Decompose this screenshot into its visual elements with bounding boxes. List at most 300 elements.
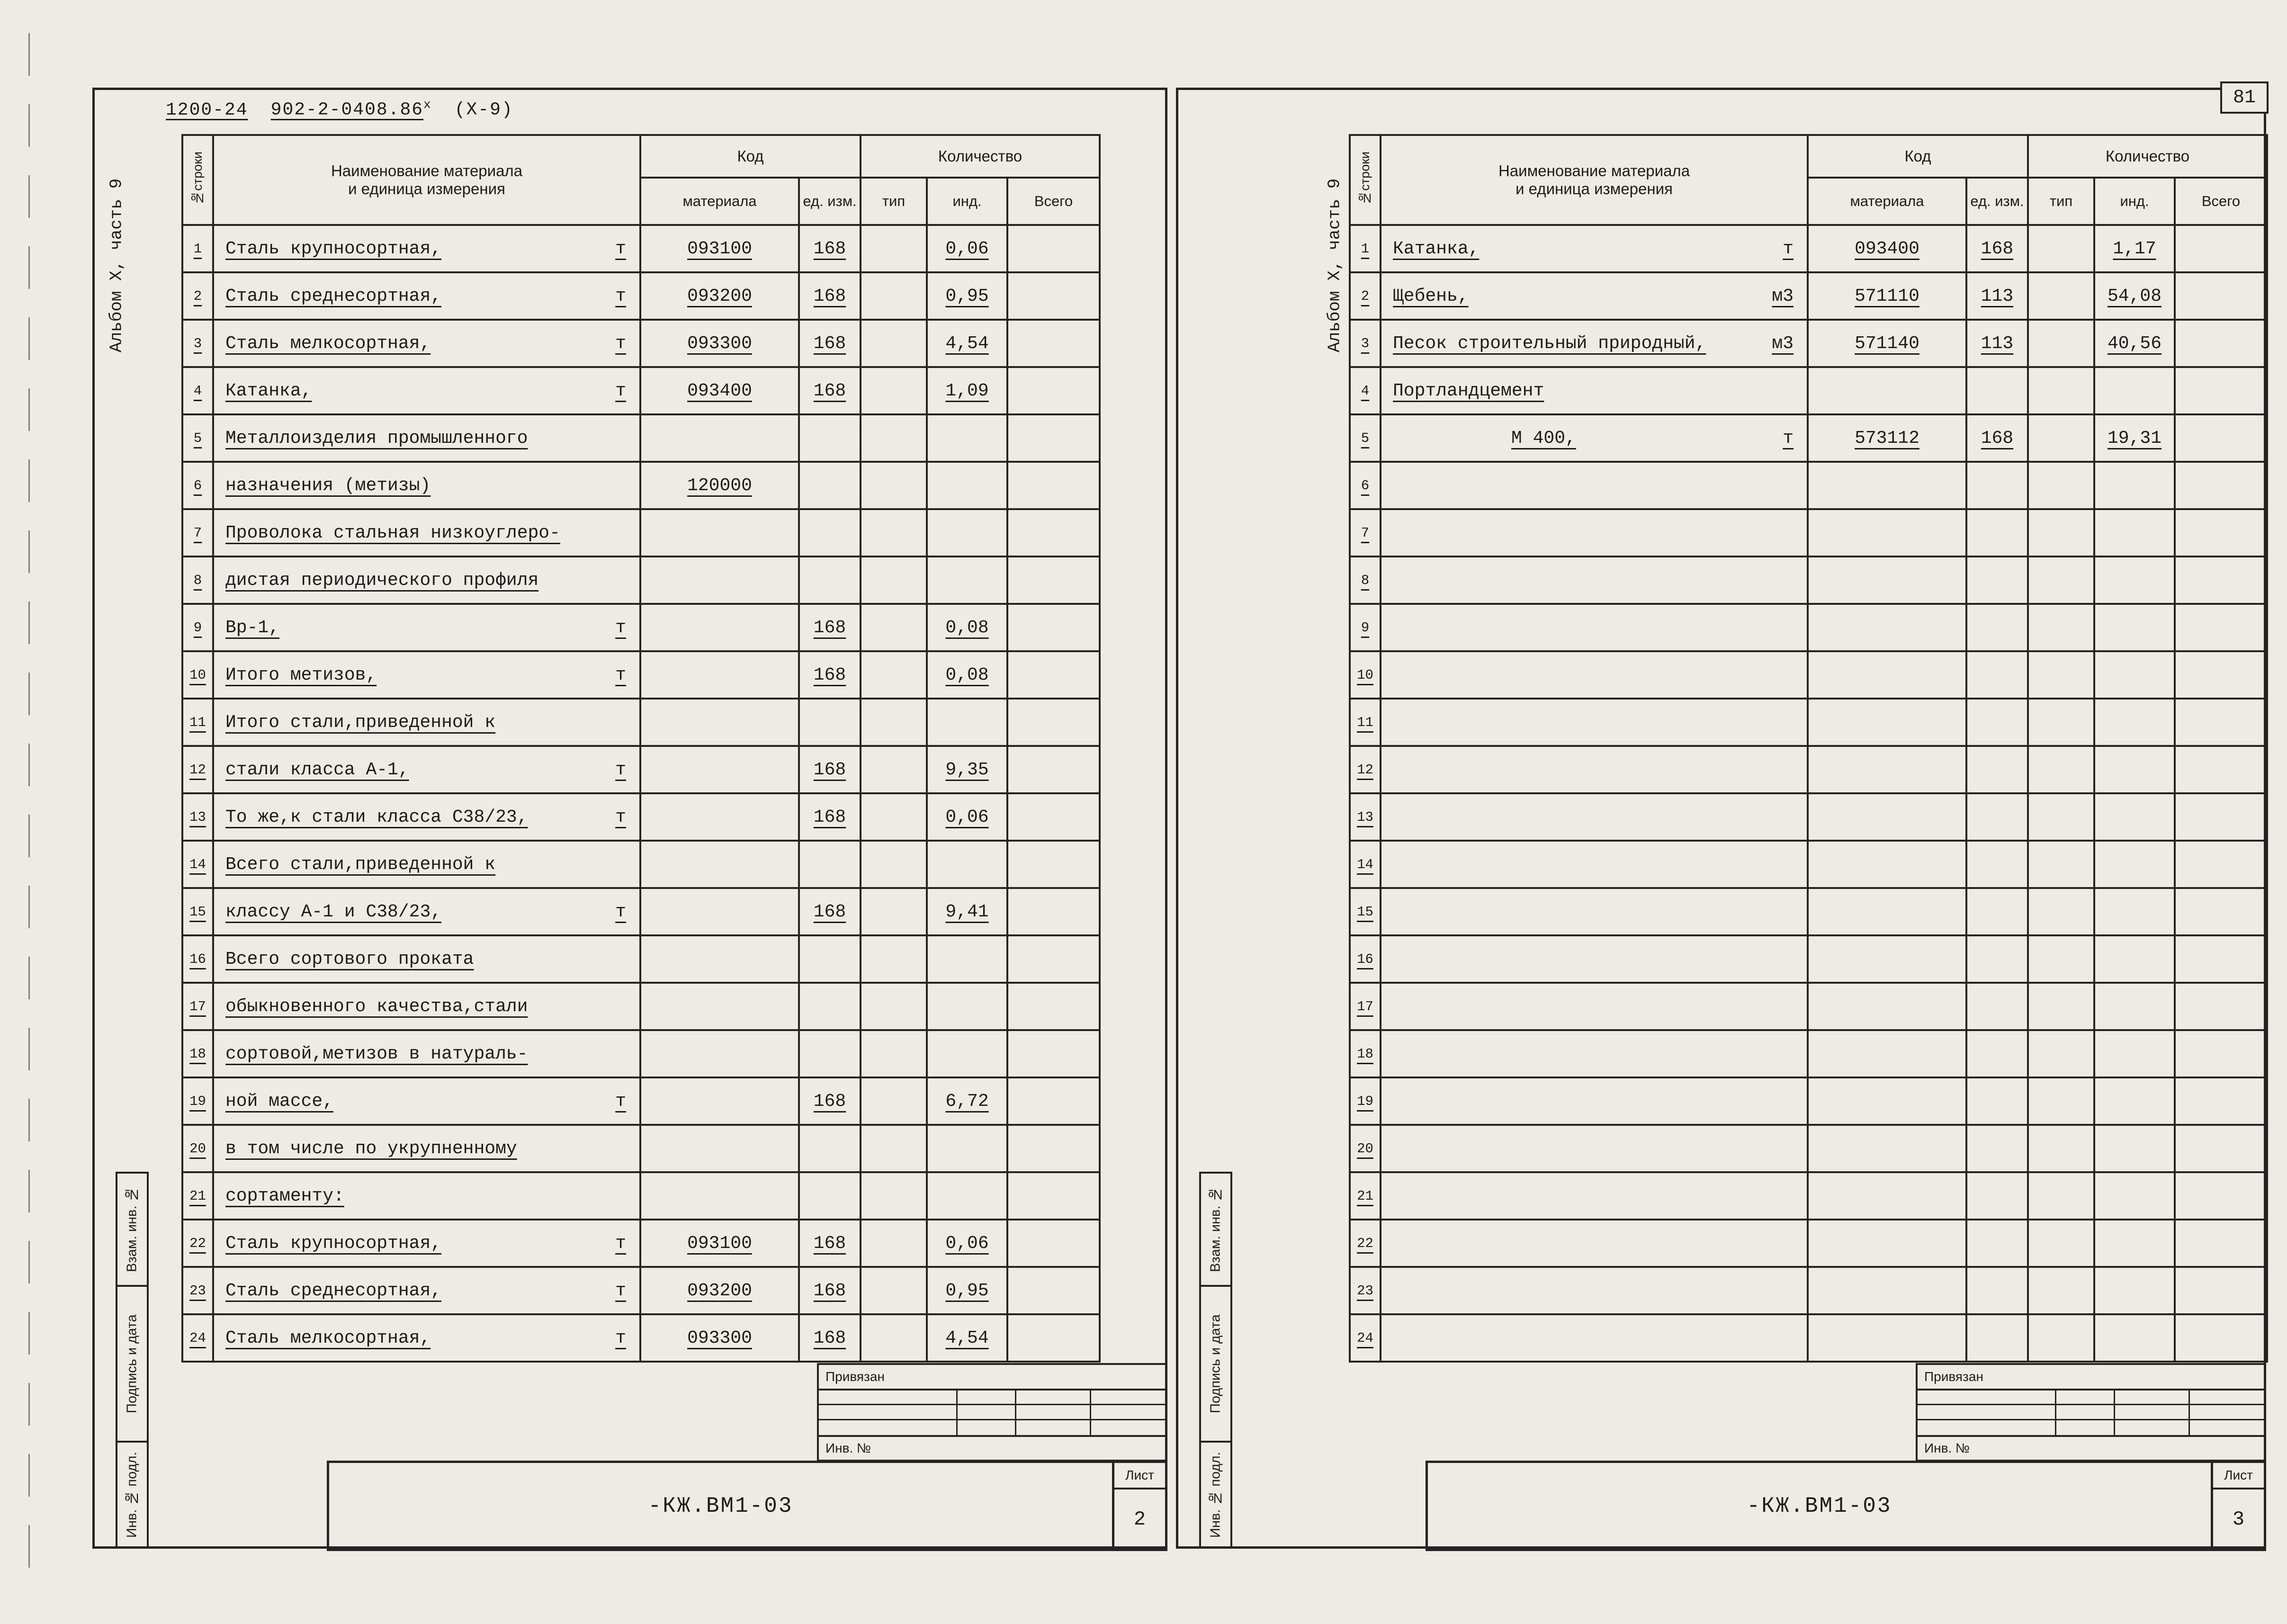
material-unit: м3 — [1772, 286, 1794, 306]
qty-ind-cell: 54,08 — [2094, 272, 2175, 320]
material-name-cell — [213, 1077, 640, 1125]
unit-code-cell — [1966, 604, 2028, 651]
row-number-cell: 9 — [1350, 604, 1381, 651]
unit-code-cell — [1966, 983, 2028, 1030]
album-label: Альбом Х, часть 9 — [1325, 178, 1345, 352]
qty-ind-cell: 4,54 — [927, 1314, 1007, 1362]
qty-ind-cell: 19,31 — [2094, 414, 2175, 462]
unit-code-cell — [1966, 556, 2028, 604]
unit-code-cell: 168 — [799, 1314, 861, 1362]
stamp-inventory-label: Инв. № — [1918, 1435, 2264, 1460]
material-code-cell — [1808, 651, 1966, 699]
table-row — [1350, 604, 2267, 651]
binding-stamp-grid — [819, 1391, 1166, 1435]
qty-ind-cell: 0,06 — [927, 225, 1007, 272]
row-number-cell: 20 — [182, 1125, 213, 1172]
stamp-grid-cell — [1918, 1405, 2056, 1420]
unit-code-cell: 168 — [799, 604, 861, 651]
material-code-cell — [640, 793, 799, 841]
qty-total-cell — [1007, 604, 1100, 651]
header-code-group: Код — [640, 135, 861, 178]
material-name: Портландцемент — [1393, 380, 1544, 401]
qty-ind-cell — [2094, 556, 2175, 604]
table-row — [1350, 225, 2267, 272]
row-number-cell: 13 — [182, 793, 213, 841]
material-name: ной массе, — [225, 1091, 334, 1112]
qty-ind-cell — [927, 935, 1007, 983]
qty-tip-cell — [2028, 651, 2094, 699]
unit-code-cell — [1966, 935, 2028, 983]
material-name: в том числе по укрупненному — [225, 1138, 517, 1159]
material-unit: т — [615, 759, 626, 780]
qty-total-cell — [1007, 1125, 1100, 1172]
material-name-cell — [1381, 651, 1808, 699]
material-code-cell — [640, 841, 799, 888]
qty-total-cell — [1007, 462, 1100, 509]
material-code-cell — [640, 604, 799, 651]
row-number-cell: 1 — [182, 225, 213, 272]
stamp-grid-cell — [2115, 1420, 2189, 1435]
table-row — [182, 1030, 1100, 1077]
qty-tip-cell — [861, 1077, 927, 1125]
material-name-cell — [213, 841, 640, 888]
material-name: То же,к стали класса С38/23, — [225, 807, 528, 827]
qty-tip-cell — [861, 556, 927, 604]
header-code-group: Код — [1808, 135, 2028, 178]
qty-tip-cell — [2028, 888, 2094, 935]
header-qty-tip: тип — [861, 178, 927, 225]
material-name: назначения (метизы) — [225, 475, 431, 496]
material-name: Вр-1, — [225, 617, 280, 638]
table-row — [182, 935, 1100, 983]
material-code-cell: 093300 — [640, 1314, 799, 1362]
unit-code-cell — [1966, 367, 2028, 414]
unit-code-cell — [799, 556, 861, 604]
stamp-grid-cell — [1091, 1405, 1166, 1420]
qty-ind-cell — [927, 462, 1007, 509]
row-number-cell: 3 — [1350, 320, 1381, 367]
material-code-cell: 571110 — [1808, 272, 1966, 320]
qty-total-cell — [1007, 225, 1100, 272]
sheet-number: 2 — [1133, 1507, 1146, 1531]
material-name: Всего стали,приведенной к — [225, 854, 496, 875]
material-name: дистая периодического профиля — [225, 570, 539, 591]
qty-total-cell — [2175, 983, 2267, 1030]
qty-total-cell — [2175, 793, 2267, 841]
material-unit: т — [615, 664, 626, 685]
material-code-cell — [640, 651, 799, 699]
qty-total-cell — [1007, 888, 1100, 935]
header-quantity-group: Количество — [2028, 135, 2267, 178]
qty-total-cell — [2175, 935, 2267, 983]
material-code-cell: 120000 — [640, 462, 799, 509]
qty-tip-cell — [861, 1030, 927, 1077]
header-row-number: №строки — [182, 135, 213, 225]
material-code-cell — [1808, 888, 1966, 935]
material-name-cell — [213, 556, 640, 604]
material-code-cell — [1808, 462, 1966, 509]
material-unit: т — [615, 333, 626, 354]
stamp-grid-cell — [1091, 1420, 1166, 1435]
qty-total-cell — [2175, 1220, 2267, 1267]
row-number-cell: 7 — [182, 509, 213, 556]
unit-code-cell: 168 — [799, 367, 861, 414]
material-name: сортовой,метизов в натураль- — [225, 1043, 528, 1064]
qty-ind-cell — [927, 556, 1007, 604]
row-number-cell: 12 — [1350, 746, 1381, 793]
qty-tip-cell — [2028, 1220, 2094, 1267]
header-code-unit: ед. изм. — [1966, 178, 2028, 225]
table-row — [1350, 1220, 2267, 1267]
row-number-cell: 9 — [182, 604, 213, 651]
unit-code-cell — [799, 841, 861, 888]
left-rail — [116, 1174, 149, 1549]
row-number-cell: 6 — [182, 462, 213, 509]
qty-tip-cell — [2028, 699, 2094, 746]
document-number: -КЖ.ВМ1-03 — [648, 1493, 793, 1518]
sheet-3-page — [1176, 88, 2266, 1549]
qty-tip-cell — [2028, 935, 2094, 983]
qty-ind-cell: 4,54 — [927, 320, 1007, 367]
material-name-cell — [213, 746, 640, 793]
header-qty-tip: тип — [2028, 178, 2094, 225]
row-number-cell: 16 — [182, 935, 213, 983]
qty-total-cell — [1007, 1030, 1100, 1077]
table-row — [1350, 888, 2267, 935]
sheet-2-page — [92, 88, 1167, 1549]
material-code-cell — [640, 935, 799, 983]
stamp-grid-cell — [1918, 1420, 2056, 1435]
row-number-cell: 2 — [182, 272, 213, 320]
row-number-cell: 8 — [1350, 556, 1381, 604]
unit-code-cell — [1966, 1267, 2028, 1314]
table-row — [1350, 651, 2267, 699]
qty-total-cell — [2175, 1077, 2267, 1125]
qty-tip-cell — [2028, 1172, 2094, 1220]
table-row — [182, 1172, 1100, 1220]
binding-stamp-grid — [1918, 1391, 2264, 1435]
header-qty-total: Всего — [2175, 178, 2267, 225]
material-name: стали класса А-1, — [225, 759, 409, 780]
qty-ind-cell: 1,17 — [2094, 225, 2175, 272]
material-code-cell — [1808, 1030, 1966, 1077]
sheet-box — [1112, 1463, 1165, 1549]
material-name: Итого метизов, — [225, 664, 377, 685]
qty-ind-cell — [2094, 651, 2175, 699]
material-name-cell — [213, 320, 640, 367]
material-code-cell — [640, 746, 799, 793]
row-number-cell: 4 — [1350, 367, 1381, 414]
rail-label-podpis-data: Подпись и дата — [1199, 1285, 1232, 1443]
header-code-material: материала — [640, 178, 799, 225]
table-row — [182, 746, 1100, 793]
table-row — [182, 699, 1100, 746]
table-row — [182, 841, 1100, 888]
row-number-cell: 5 — [1350, 414, 1381, 462]
material-code-cell — [1808, 1172, 1966, 1220]
material-name-cell — [1381, 746, 1808, 793]
unit-code-cell: 168 — [799, 1220, 861, 1267]
stamp-grid-cell — [958, 1405, 1016, 1420]
material-name-cell — [1381, 1314, 1808, 1362]
qty-ind-cell: 0,06 — [927, 793, 1007, 841]
qty-tip-cell — [2028, 414, 2094, 462]
row-number-cell: 14 — [182, 841, 213, 888]
material-name: Сталь среднесортная, — [225, 1280, 442, 1301]
materials-table — [1349, 134, 2268, 1363]
material-name-cell — [1381, 1030, 1808, 1077]
qty-ind-cell: 0,08 — [927, 651, 1007, 699]
qty-ind-cell — [2094, 935, 2175, 983]
header-material-name: Наименование материала и единица измерения — [213, 135, 640, 225]
material-unit: т — [615, 617, 626, 638]
row-number-cell: 24 — [182, 1314, 213, 1362]
table-row — [182, 888, 1100, 935]
material-code-cell: 093100 — [640, 1220, 799, 1267]
page-number-box: 81 — [2220, 81, 2269, 114]
material-name: Песок строительный природный, — [1393, 333, 1706, 354]
sheet-number: 3 — [2232, 1507, 2245, 1531]
unit-code-cell: 168 — [799, 225, 861, 272]
material-code-cell: 093200 — [640, 272, 799, 320]
project-code: 1200-24 — [166, 99, 248, 120]
material-name-cell — [213, 1314, 640, 1362]
material-code-cell: 093300 — [640, 320, 799, 367]
qty-tip-cell — [2028, 604, 2094, 651]
qty-ind-cell — [2094, 699, 2175, 746]
qty-tip-cell — [2028, 1077, 2094, 1125]
unit-code-cell — [1966, 509, 2028, 556]
table-row — [1350, 272, 2267, 320]
table-row — [1350, 509, 2267, 556]
stamp-grid-cell — [2056, 1420, 2115, 1435]
row-number-cell: 17 — [1350, 983, 1381, 1030]
stamp-grid-cell — [2056, 1391, 2115, 1405]
material-code-cell: 093400 — [1808, 225, 1966, 272]
qty-ind-cell — [2094, 462, 2175, 509]
row-number-cell: 19 — [1350, 1077, 1381, 1125]
row-number-cell: 4 — [182, 367, 213, 414]
qty-tip-cell — [2028, 1030, 2094, 1077]
row-number-cell: 15 — [1350, 888, 1381, 935]
row-number-cell: 11 — [182, 699, 213, 746]
qty-total-cell — [2175, 841, 2267, 888]
unit-code-cell — [1966, 746, 2028, 793]
qty-tip-cell — [861, 367, 927, 414]
table-row — [1350, 1125, 2267, 1172]
unit-code-cell — [1966, 699, 2028, 746]
table-row — [1350, 983, 2267, 1030]
material-name-cell — [1381, 225, 1808, 272]
unit-code-cell — [1966, 1030, 2028, 1077]
qty-ind-cell — [927, 841, 1007, 888]
material-unit: т — [615, 238, 626, 259]
unit-code-cell — [1966, 888, 2028, 935]
unit-code-cell — [799, 414, 861, 462]
qty-total-cell — [2175, 272, 2267, 320]
unit-code-cell: 113 — [1966, 320, 2028, 367]
material-name: Итого стали,приведенной к — [225, 712, 496, 733]
row-number-cell: 21 — [1350, 1172, 1381, 1220]
qty-ind-cell — [2094, 509, 2175, 556]
qty-total-cell — [2175, 320, 2267, 367]
qty-ind-cell — [2094, 1267, 2175, 1314]
qty-ind-cell: 0,08 — [927, 604, 1007, 651]
qty-tip-cell — [861, 1267, 927, 1314]
unit-code-cell — [799, 983, 861, 1030]
qty-ind-cell — [927, 414, 1007, 462]
material-code-cell — [640, 983, 799, 1030]
qty-ind-cell: 9,41 — [927, 888, 1007, 935]
header-quantity-group: Количество — [861, 135, 1100, 178]
table-row — [182, 1267, 1100, 1314]
material-name-cell — [213, 367, 640, 414]
qty-tip-cell — [861, 604, 927, 651]
qty-total-cell — [1007, 651, 1100, 699]
material-name-cell — [1381, 888, 1808, 935]
rail-label-vzam-inv: Взам. инв. № — [1199, 1172, 1232, 1287]
unit-code-cell — [799, 1030, 861, 1077]
qty-total-cell — [1007, 699, 1100, 746]
material-code-cell: 093200 — [640, 1267, 799, 1314]
scan-artifact-line — [28, 33, 30, 1591]
material-name: Проволока стальная низкоуглеро- — [225, 522, 560, 543]
qty-total-cell — [1007, 983, 1100, 1030]
row-number-cell: 3 — [182, 320, 213, 367]
stamp-grid-cell — [1016, 1420, 1091, 1435]
material-code-cell — [1808, 983, 1966, 1030]
qty-ind-cell — [2094, 793, 2175, 841]
unit-code-cell: 168 — [799, 793, 861, 841]
stamp-grid-cell — [1016, 1391, 1091, 1405]
material-unit: т — [615, 901, 626, 922]
material-name-cell — [213, 462, 640, 509]
qty-total-cell — [2175, 1314, 2267, 1362]
stamp-grid-cell — [2056, 1405, 2115, 1420]
material-name-cell — [213, 935, 640, 983]
qty-total-cell — [2175, 699, 2267, 746]
material-name-cell — [1381, 1220, 1808, 1267]
unit-code-cell: 168 — [799, 272, 861, 320]
document-code-header — [166, 98, 513, 120]
title-strip — [327, 1461, 1167, 1551]
material-code-cell: 573112 — [1808, 414, 1966, 462]
unit-code-cell — [1966, 462, 2028, 509]
material-unit: т — [1783, 428, 1794, 449]
qty-tip-cell — [2028, 1314, 2094, 1362]
qty-tip-cell — [861, 1172, 927, 1220]
material-unit: т — [615, 286, 626, 306]
qty-ind-cell: 1,09 — [927, 367, 1007, 414]
qty-total-cell — [1007, 367, 1100, 414]
material-code-cell — [1808, 1314, 1966, 1362]
table-row — [1350, 414, 2267, 462]
row-number-cell: 10 — [182, 651, 213, 699]
material-code-cell — [1808, 604, 1966, 651]
material-code-cell — [640, 1030, 799, 1077]
qty-total-cell — [2175, 509, 2267, 556]
qty-tip-cell — [2028, 556, 2094, 604]
material-name: Металлоизделия промышленного — [225, 428, 528, 449]
row-number-cell: 13 — [1350, 793, 1381, 841]
unit-code-cell: 113 — [1966, 272, 2028, 320]
material-name: обыкновенного качества,стали — [225, 996, 528, 1017]
material-code-cell — [1808, 699, 1966, 746]
rail-label-inv-podl: Инв. № подл. — [1199, 1441, 1232, 1549]
stamp-grid-cell — [2115, 1405, 2189, 1420]
drawing-code-superscript: х — [423, 98, 432, 112]
table-row — [182, 651, 1100, 699]
row-number-cell: 22 — [182, 1220, 213, 1267]
qty-ind-cell — [2094, 604, 2175, 651]
unit-code-cell — [1966, 1220, 2028, 1267]
material-name-cell — [213, 1267, 640, 1314]
row-number-cell: 23 — [1350, 1267, 1381, 1314]
unit-code-cell — [799, 462, 861, 509]
qty-ind-cell — [2094, 888, 2175, 935]
material-name: Катанка, — [225, 380, 312, 401]
qty-tip-cell — [2028, 1125, 2094, 1172]
qty-tip-cell — [861, 935, 927, 983]
stamp-grid-cell — [958, 1420, 1016, 1435]
qty-total-cell — [2175, 462, 2267, 509]
material-code-cell — [1808, 509, 1966, 556]
stamp-grid-cell — [1016, 1405, 1091, 1420]
qty-ind-cell — [2094, 1125, 2175, 1172]
material-name-cell — [1381, 509, 1808, 556]
row-number-cell: 23 — [182, 1267, 213, 1314]
unit-code-cell — [799, 1125, 861, 1172]
qty-tip-cell — [861, 272, 927, 320]
qty-total-cell — [1007, 509, 1100, 556]
qty-ind-cell — [927, 1125, 1007, 1172]
unit-code-cell: 168 — [799, 651, 861, 699]
unit-code-cell — [799, 1172, 861, 1220]
qty-total-cell — [1007, 1267, 1100, 1314]
table-row — [182, 793, 1100, 841]
qty-tip-cell — [861, 462, 927, 509]
sheet-label: Лист — [1114, 1463, 1165, 1489]
qty-total-cell — [2175, 1172, 2267, 1220]
row-number-cell: 18 — [182, 1030, 213, 1077]
qty-tip-cell — [861, 1314, 927, 1362]
qty-tip-cell — [2028, 1267, 2094, 1314]
left-rail — [1199, 1174, 1232, 1549]
qty-tip-cell — [861, 509, 927, 556]
unit-code-cell: 168 — [1966, 225, 2028, 272]
row-number-cell: 17 — [182, 983, 213, 1030]
table-row — [182, 225, 1100, 272]
material-code-cell — [1808, 1220, 1966, 1267]
material-unit: т — [1783, 238, 1794, 259]
rail-label-vzam-inv: Взам. инв. № — [116, 1172, 149, 1287]
material-name-cell — [1381, 1267, 1808, 1314]
material-name-cell — [1381, 320, 1808, 367]
material-name-cell — [1381, 983, 1808, 1030]
binding-stamp — [1916, 1363, 2266, 1462]
material-name-cell — [213, 272, 640, 320]
material-code-cell — [640, 699, 799, 746]
qty-total-cell — [1007, 320, 1100, 367]
qty-tip-cell — [2028, 462, 2094, 509]
qty-tip-cell — [2028, 793, 2094, 841]
qty-tip-cell — [2028, 225, 2094, 272]
row-number-cell: 14 — [1350, 841, 1381, 888]
qty-total-cell — [2175, 556, 2267, 604]
table-row — [1350, 841, 2267, 888]
qty-ind-cell — [2094, 1172, 2175, 1220]
material-name: классу А-1 и С38/23, — [225, 901, 442, 922]
